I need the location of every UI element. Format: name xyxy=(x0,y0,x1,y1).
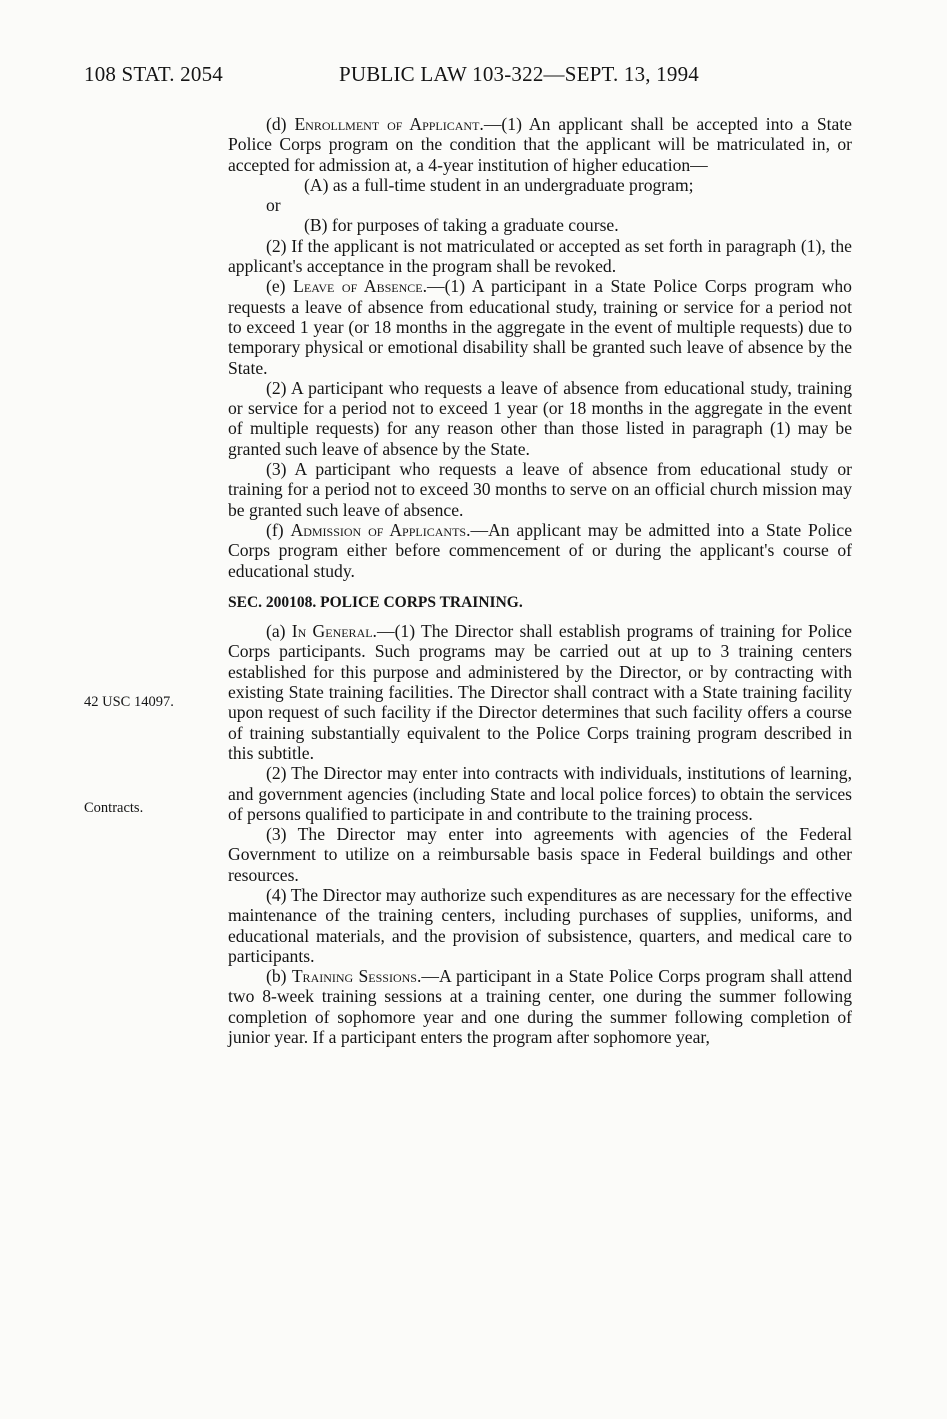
paragraph-a3: (3) The Director may enter into agreements with agencies of the Federal Government to utilize on a reimbursable basis space in Federal buildings and other resources. xyxy=(228,824,852,885)
paragraph-f: (f) Admission of Applicants.—An applicant may be admitted into a State Police Corps program either before commencement of or during the applicant's course of educational study. xyxy=(228,519,853,581)
paragraph-b1: (b) Training Sessions.—A participant in a State Police Corps program shall attend two 8-week training sessions at a training center, one during the summer following completion of sophomore year and one during the summer following completion of junior year. If a participant enters the program after sophomore year, xyxy=(228,966,852,1048)
heading-general: In General. xyxy=(291,621,377,642)
paragraph-d1: (d) Enrollment of Applicant.—(1) An applicant shall be accepted into a State Police Corps program on the condition that the applicant will be matriculated in, or accepted for admission at, a 4-year institution of higher education— xyxy=(228,114,852,175)
paragraph-or: or xyxy=(266,195,281,216)
margin-note-usc: 42 USC 14097. xyxy=(84,694,174,710)
paragraph-e1: (e) Leave of Absence.—(1) A participant in a State Police Corps program who requests a leave of absence from educational study, training or service for a period not to exceed 1 year (or 18 months in the aggregate in the event of multiple requests) due to temporary physical or emotional disability shall be granted such leave of absence by the State. xyxy=(228,276,852,378)
paragraph-e3: (3) A participant who requests a leave of absence from educational study or training for a period not to exceed 30 months to serve on an official church mission may be granted such leave of absence. xyxy=(228,459,852,520)
paragraph-d-b: (B) for purposes of taking a graduate course. xyxy=(304,215,619,236)
paragraph-a4: (4) The Director may authorize such expenditures as are necessary for the effective maintenance of the training centers, including purchases of supplies, uniforms, and educational materials, and the provision of subsistence, quarters, and medical care to participants. xyxy=(228,884,852,966)
heading-enrollment: Enrollment of Applicant. xyxy=(294,114,484,134)
heading-admission: Admission of Applicants. xyxy=(290,519,471,540)
paragraph-a1: (a) In General.—(1) The Director shall establish programs of training for Police Corps participants. Such programs may be carried out at up to 3 training centers established for this purpose and administered by the Director, or by contracting with existing State training facilities. The Director shall contract with a State training facility upon request of such facility if the Director determines that such facility offers a course of training substantially equivalent to the Police Corps training program described in this subtitle. xyxy=(228,621,852,763)
document-body xyxy=(228,114,852,1047)
stat-citation: 108 STAT. 2054 xyxy=(84,62,223,86)
margin-note-contracts: Contracts. xyxy=(84,800,144,816)
paragraph-e2: (2) A participant who requests a leave of absence from educational study, training or service for a period not to exceed 1 year (or 18 months in the aggregate in the event of multiple requests) for any reason other than those listed in paragraph (1) may be granted such leave of absence by the State. xyxy=(228,377,852,459)
paragraph-d-a: (A) as a full-time student in an undergraduate program; xyxy=(304,174,694,195)
heading-leave: Leave of Absence. xyxy=(293,276,427,297)
paragraph-a2: (2) The Director may enter into contracts with individuals, institutions of learning, and government agencies (including State and local police forces) to obtain the services of persons qualified to participate in and contribute to the training process. xyxy=(228,763,852,824)
paragraph-d2: (2) If the applicant is not matriculated or accepted as set forth in paragraph (1), the applicant's acceptance in the program shall be revoked. xyxy=(228,235,852,277)
public-law-title: PUBLIC LAW 103-322—SEPT. 13, 1994 xyxy=(339,62,699,86)
section-title: SEC. 200108. POLICE CORPS TRAINING. xyxy=(228,593,523,611)
heading-training-sessions: Training Sessions. xyxy=(291,966,422,987)
